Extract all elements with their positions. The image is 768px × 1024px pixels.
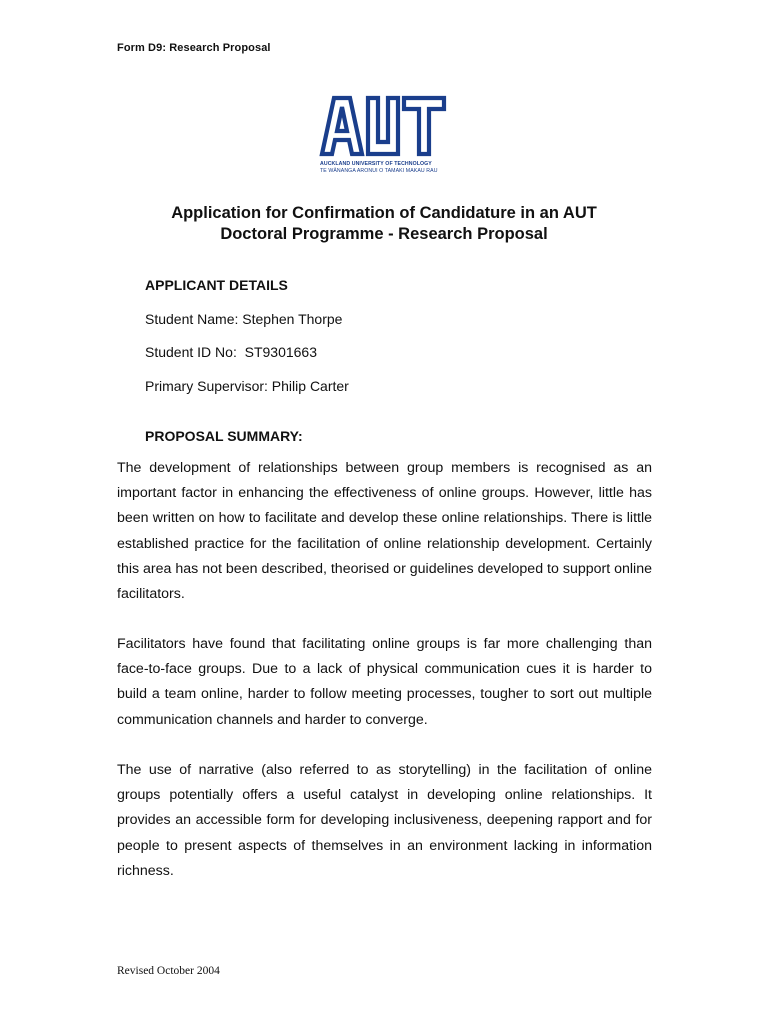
- summary-paragraph: The use of narrative (also referred to as storytelling) in the facilitation of online groups potentially offers a useful catalyst in developing online relationships. It provides an accessible form for developing inclusiveness, deepening rapport and for people to present aspects of themselves in an environment lacking in information richness.: [117, 762, 652, 879]
- form-header: Form D9: Research Proposal: [117, 42, 271, 54]
- summary-paragraph: The development of relationships between group members is recognised as an important factor in enhancing the effectiveness of online groups. However, little has been written on how to facilitate and develop these online relationships. There is little established practice for the facilitation of online relationship development. Certainly this area has not been described, theorised or guidelines developed to support online facilitators.: [117, 460, 652, 603]
- aut-logo: [318, 94, 450, 178]
- student-name: Student Name: Stephen Thorpe: [145, 311, 343, 327]
- title-line-2: Doctoral Programme - Research Proposal: [220, 225, 548, 243]
- revision-footer: Revised October 2004: [117, 965, 220, 977]
- document-title: [90, 203, 678, 245]
- applicant-details-heading: APPLICANT DETAILS: [145, 277, 288, 293]
- proposal-summary-heading: PROPOSAL SUMMARY:: [145, 428, 303, 444]
- student-id: Student ID No: ST9301663: [145, 344, 317, 360]
- title-line-1: Application for Confirmation of Candidature in an AUT: [171, 204, 597, 222]
- primary-supervisor: Primary Supervisor: Philip Carter: [145, 378, 349, 394]
- logo-tagline-maori: TE WĀNANGA ARONUI O TAMAKI MAKAU RAU: [320, 168, 438, 174]
- summary-paragraph: Facilitators have found that facilitating online groups is far more challenging than face-to-face groups. Due to a lack of physical communication cues it is harder to build a team online, harder to follow meeting processes, tougher to sort out multiple communication channels and harder to converge.: [117, 636, 652, 728]
- logo-tagline-english: AUCKLAND UNIVERSITY OF TECHNOLOGY: [320, 161, 432, 167]
- aut-wordmark: [318, 94, 450, 158]
